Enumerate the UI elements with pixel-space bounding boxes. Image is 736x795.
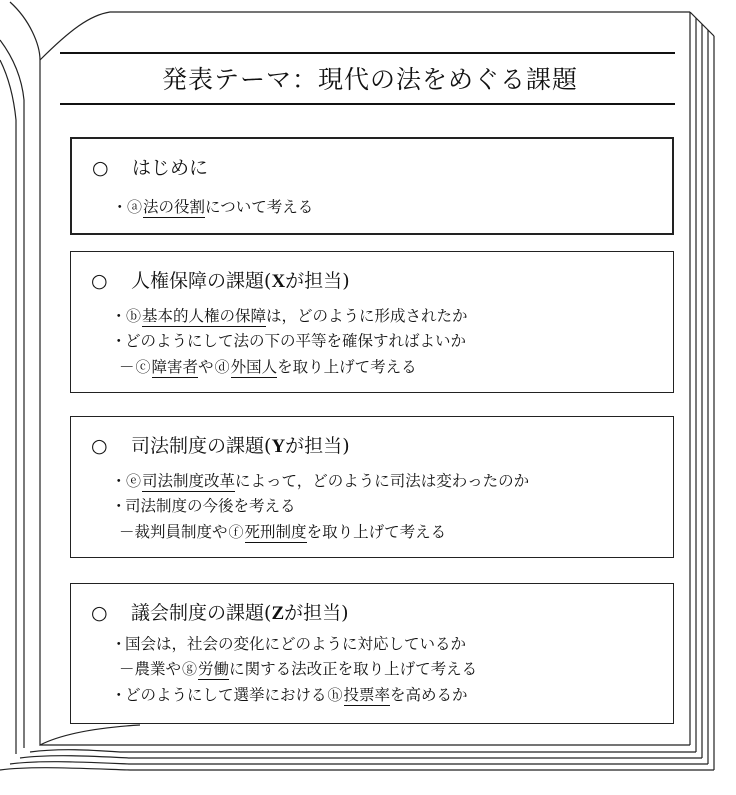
list-item <box>111 471 529 491</box>
underlined-term: 法の役割 <box>143 198 206 216</box>
section-heading <box>92 153 208 180</box>
text: に関する法改正を取り上げて考える <box>229 660 478 678</box>
title-top-rule <box>60 52 675 54</box>
bullet: ・ <box>111 332 127 350</box>
text: を取り上げて考える <box>277 358 417 376</box>
circle-marker: ○ <box>92 157 109 179</box>
section-introduction <box>70 137 674 235</box>
dash: － <box>119 660 135 678</box>
circle-marker: ○ <box>91 435 108 457</box>
mark-h: ⓗ <box>327 686 343 704</box>
underlined-term: 障害者 <box>151 358 199 376</box>
bullet: ・ <box>111 497 127 515</box>
section-judicial-system <box>70 416 674 558</box>
assignee: Z <box>271 603 285 624</box>
list-item <box>119 357 417 377</box>
assignee-suffix: が担当 <box>285 435 343 457</box>
text: 裁判員制度や <box>134 523 228 541</box>
mark-b: ⓑ <box>126 307 142 325</box>
list-item <box>111 685 468 705</box>
dash: － <box>119 358 135 376</box>
section-heading: ○ 議会制度の課題(Zが担当) <box>91 602 349 624</box>
mark-c: ⓒ <box>135 358 151 376</box>
assignee-suffix: が担当 <box>285 270 343 292</box>
mark-f: ⓕ <box>228 523 244 541</box>
section-heading-text: はじめに <box>132 157 209 179</box>
text: や <box>198 358 214 376</box>
list-item <box>111 634 466 654</box>
mark-a: ⓐ <box>127 198 143 216</box>
section-heading: ○ 人権保障の課題(Xが担当) <box>91 270 350 292</box>
text: どのようにして法の下の平等を確保すればよいか <box>125 332 467 350</box>
underlined-term: 基本的人権の保障 <box>142 307 267 325</box>
list-item <box>111 496 296 516</box>
text: どのようにして選挙における <box>125 686 327 704</box>
underlined-term: 死刑制度 <box>244 523 307 541</box>
mark-g: ⓖ <box>182 660 198 678</box>
page-title: 発表テーマ：現代の法をめぐる課題 <box>161 65 578 94</box>
text: を高めるか <box>390 686 468 704</box>
underlined-term: 労働 <box>198 660 230 678</box>
dash: － <box>119 523 135 541</box>
assignee: X <box>271 271 286 292</box>
text: 国会は，社会の変化にどのように対応しているか <box>125 635 467 653</box>
list-item <box>111 331 466 351</box>
text: について考える <box>205 198 314 216</box>
text: 農業や <box>134 660 182 678</box>
underlined-term: 投票率 <box>343 686 391 704</box>
underlined-term: 司法制度改革 <box>142 472 236 490</box>
title-bottom-rule <box>60 103 675 105</box>
section-human-rights <box>70 251 674 393</box>
text: を取り上げて考える <box>306 523 447 541</box>
text: によって，どのように司法は変わったのか <box>235 472 530 490</box>
bullet: ・ <box>111 686 127 704</box>
mark-e: ⓔ <box>126 472 142 490</box>
bullet: ・ <box>111 472 127 490</box>
section-heading-text: 議会制度の課題 <box>131 602 265 624</box>
section-heading-text: 司法制度の課題 <box>131 435 265 457</box>
section-heading: ○ 司法制度の課題(Yが担当) <box>91 435 350 457</box>
assignee-suffix: が担当 <box>284 602 342 624</box>
text: は，どのように形成されたか <box>266 307 468 325</box>
text: 司法制度の今後を考える <box>125 497 296 515</box>
section-heading-text: 人権保障の課題 <box>131 270 265 292</box>
section-parliament <box>70 583 674 724</box>
assignee: Y <box>271 436 286 457</box>
list-item <box>119 659 477 679</box>
circle-marker: ○ <box>91 270 108 292</box>
underlined-term: 外国人 <box>230 358 278 376</box>
list-item <box>111 306 468 326</box>
mark-d: ⓓ <box>214 358 230 376</box>
list-item <box>119 522 446 542</box>
bullet: ・ <box>111 307 127 325</box>
bullet: ・ <box>111 635 127 653</box>
circle-marker: ○ <box>91 602 108 624</box>
list-item <box>112 197 313 217</box>
bullet: ・ <box>112 198 128 216</box>
